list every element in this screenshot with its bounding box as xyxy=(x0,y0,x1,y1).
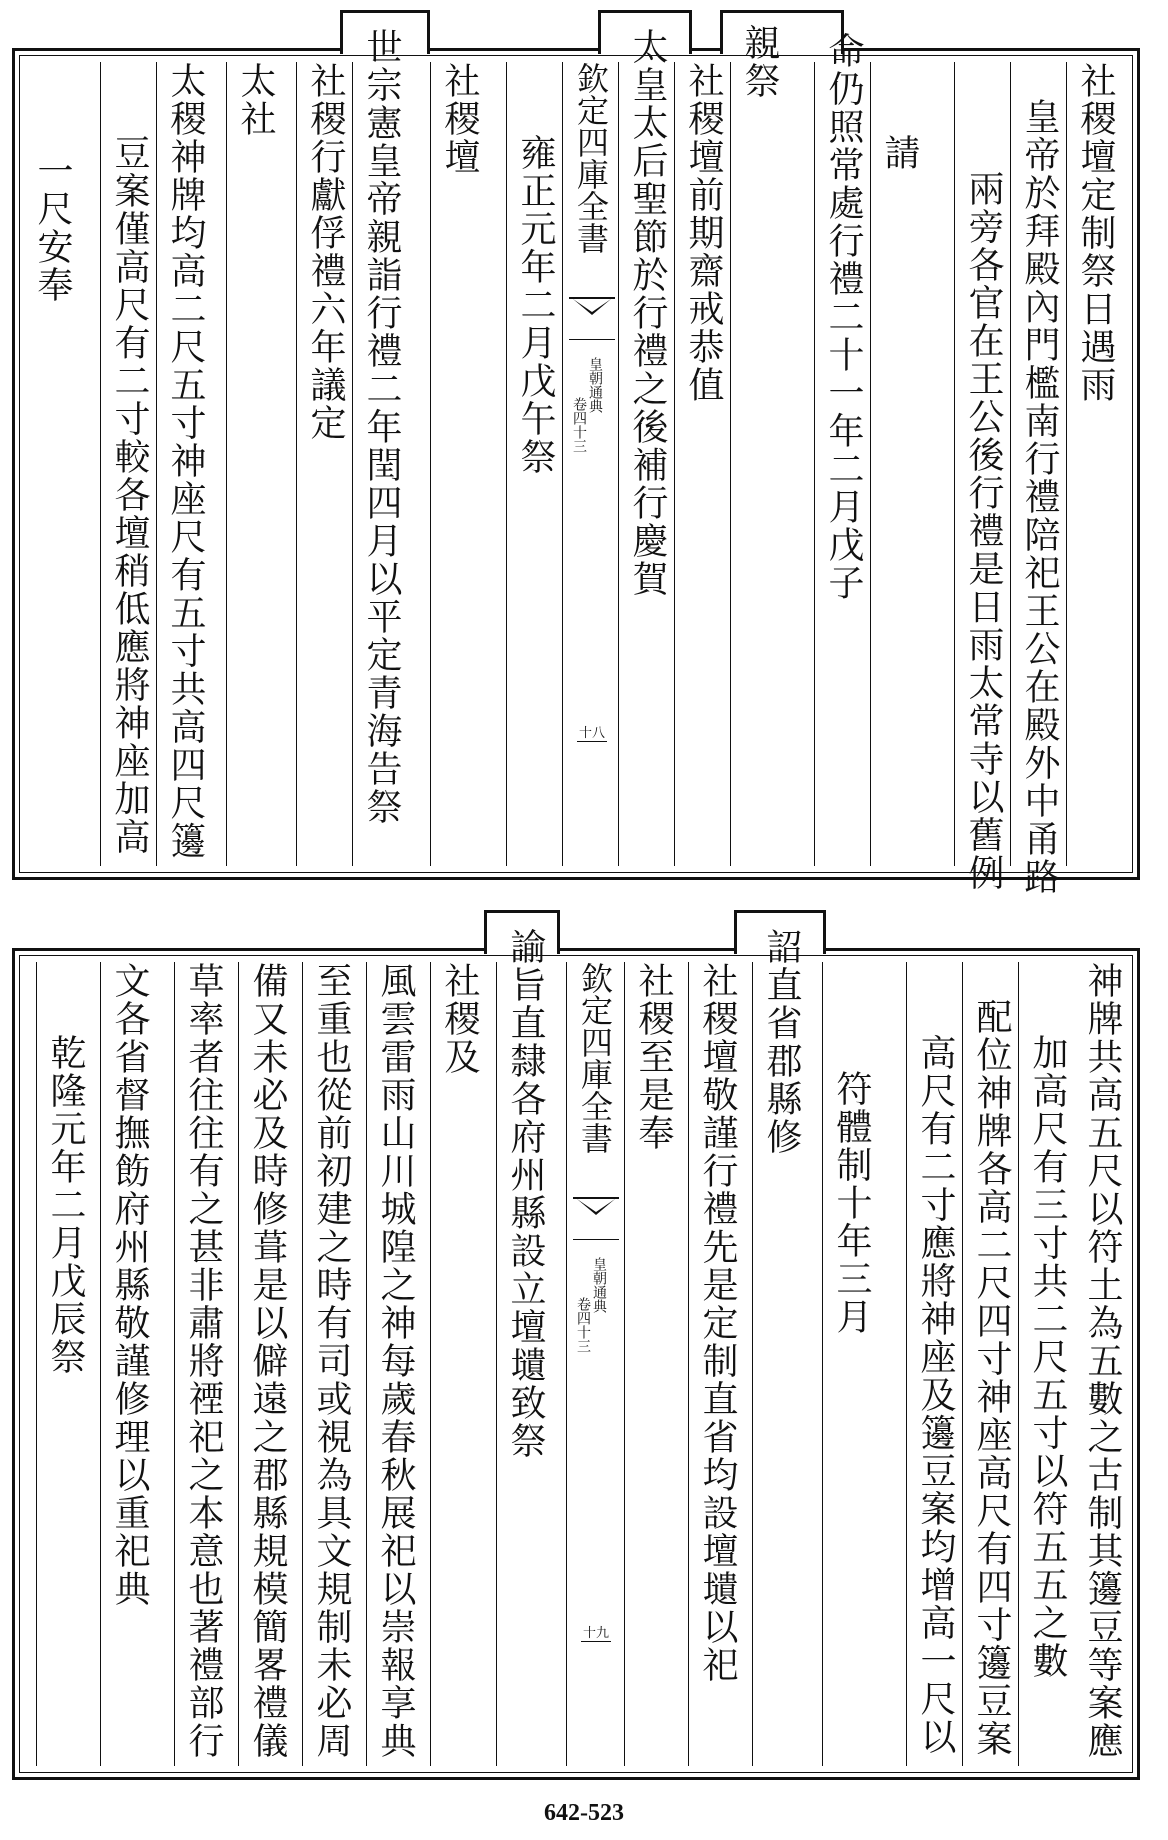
text-column: 社稷壇前期齋戒恭值 xyxy=(674,62,730,866)
text-column: 雍正元年二月戊午祭 xyxy=(506,62,562,866)
text-column: 皇帝於拜殿內門檻南行禮陪祀王公在殿外中甬路 xyxy=(1010,62,1066,866)
text-column: 世宗憲皇帝親詣行禮二年閏四月以平定青海告祭 xyxy=(352,62,408,866)
bottom-page xyxy=(0,900,1168,1780)
text-column: 兩旁各官在王公後行禮是日雨太常寺以舊例 xyxy=(954,62,1010,866)
text-column: 風雲雷雨山川城隍之神每歲春秋展祀以崇報享典 xyxy=(366,962,422,1766)
fish-tail-mark xyxy=(573,1197,619,1240)
center-title: 欽定四庫全書 xyxy=(576,962,614,1154)
text-column: 社稷及 xyxy=(430,962,486,1766)
fish-tail-mark xyxy=(569,297,615,340)
text-column: 社稷行獻俘禮六年議定 xyxy=(296,62,352,866)
text-column: 至重也從前初建之時有司或視為具文規制未必周 xyxy=(302,962,358,1766)
page-number: 十九 xyxy=(581,1622,611,1642)
text-column: 加高尺有三寸共二尺五寸以符五五之數 xyxy=(1018,962,1074,1766)
text-column: 豆案僅高尺有二寸較各壇稍低應將神座加高 xyxy=(100,62,156,866)
text-column: 配位神牌各高二尺四寸神座高尺有四寸籩豆案 xyxy=(962,962,1018,1766)
text-column: 神牌共高五尺以符土為五數之古制其籩豆等案應 xyxy=(1082,962,1123,1760)
volume-label: 卷四十三 xyxy=(571,397,587,453)
text-column: 太社 xyxy=(226,62,282,866)
text-column: 社稷至是奉 xyxy=(624,962,680,1766)
text-column: 草率者往往有之甚非肅將禋祀之本意也著禮部行 xyxy=(174,962,230,1766)
text-column: 文各省督撫飭府州縣敬謹修理以重祀典 xyxy=(100,962,156,1766)
center-fold xyxy=(562,62,619,866)
top-page xyxy=(0,0,1168,896)
text-column: 命仍照常處行禮二十一年二月戊子 xyxy=(814,62,870,866)
text-column: 太稷神牌均高二尺五寸神座尺有五寸共高四尺籩 xyxy=(156,62,212,866)
text-column: 符體制十年三月 xyxy=(822,962,878,1766)
text-column: 詔直省郡縣修 xyxy=(752,962,808,1766)
text-column: 社稷壇 xyxy=(430,62,486,866)
text-column: 一尺安奉 xyxy=(32,152,73,304)
center-title: 欽定四庫全書 xyxy=(572,62,610,254)
center-fold xyxy=(566,962,623,1766)
page-number: 十八 xyxy=(577,722,607,742)
text-column: 乾隆元年二月戊辰祭 xyxy=(36,962,92,1766)
text-column: 備又未必及時修葺是以僻遠之郡縣規模簡畧禮儀 xyxy=(238,962,294,1766)
volume-label: 卷四十三 xyxy=(575,1297,591,1353)
text-column: 親祭 xyxy=(730,62,786,866)
text-column: 諭旨直隸各府州縣設立壇壝致祭 xyxy=(496,962,552,1766)
text-column: 社稷壇敬謹行禮先是定制直省均設壇壝以祀 xyxy=(688,962,744,1766)
text-column: 請 xyxy=(870,62,926,866)
page-footer-number: 642-523 xyxy=(544,1800,624,1826)
book-title: 皇朝通典 xyxy=(591,1257,607,1313)
text-column: 太皇太后聖節於行禮之後補行慶賀 xyxy=(618,62,674,866)
book-title: 皇朝通典 xyxy=(587,357,603,413)
text-column: 高尺有二寸應將神座及籩豆案均增高一尺以 xyxy=(906,962,962,1766)
text-column: 社稷壇定制祭日遇雨 xyxy=(1066,62,1122,866)
